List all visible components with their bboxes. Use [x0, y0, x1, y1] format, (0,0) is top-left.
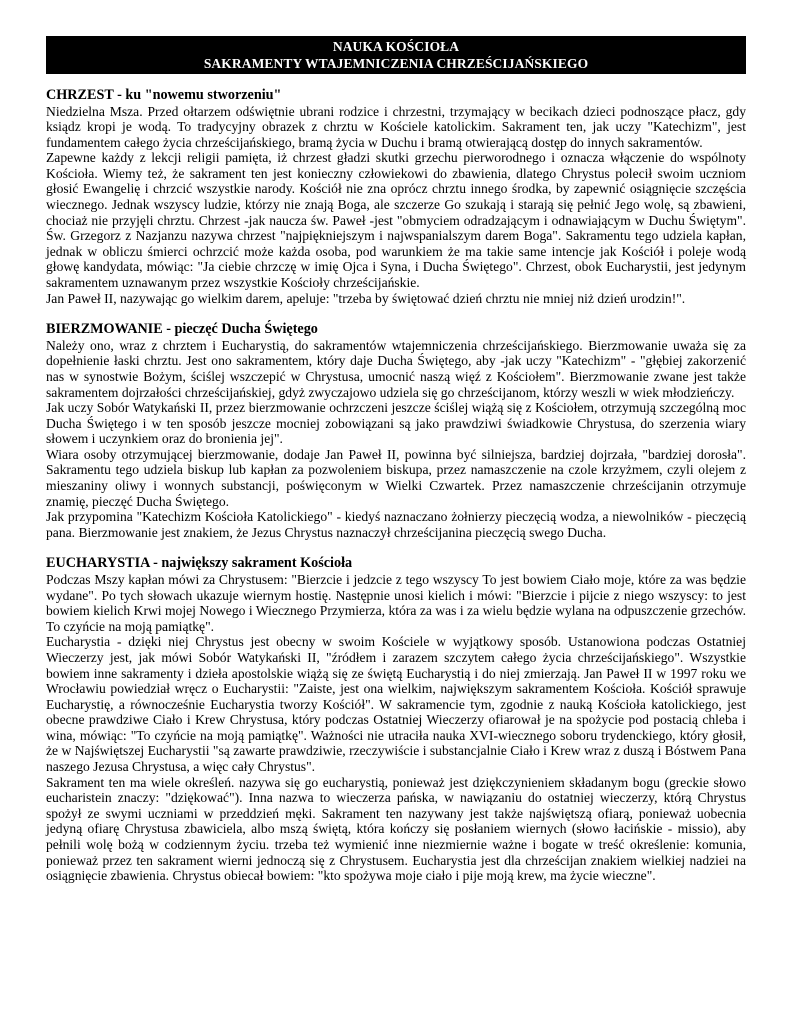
paragraph: Należy ono, wraz z chrztem i Eucharystią, do sakramentów wtajemniczenia chrześcijańskiego. Bierzmowanie uważa się za dopełnienie łaski chrztu. Jest ono sakramentem, który daje Ducha Świętego, aby -jak uczy "Katechizm" - "głębiej zakorzenić nas w synostwie Bożym, ściślej wszczepić w Chrystusa, umocnić naszą więź z Kościołem". Bierzmowanie zwane jest także sakramentem dojrzałości chrześcijańskiej, gdyż zwyczajowo udziela się go chrześcijanom, którzy weszli w wiek młodzieńczy. — [46, 337, 746, 400]
section-heading: CHRZEST - ku "nowemu stworzeniu" — [46, 87, 282, 103]
section-heading: EUCHARYSTIA - największy sakrament Kościoła — [46, 555, 353, 572]
section-chrzest — [46, 87, 746, 306]
paragraph: Jan Paweł II, nazywając go wielkim darem, apeluje: "trzeba by świętować dzień chrztu nie mniej niż dzień urodzin!". — [46, 290, 686, 306]
document-page — [46, 36, 746, 884]
header-subtitle: SAKRAMENTY WTAJEMNICZENIA CHRZEŚCIJAŃSKIEGO — [203, 56, 589, 71]
paragraph: Jak przypomina "Katechizm Kościoła Katolickiego" - kiedyś naznaczano żołnierzy pieczęcią wodza, a niewolników - pieczęcią pana. Bierzmowanie jest znakiem, że Jezus Chrystus naznaczył chrześcijanina pieczęcią swego Ducha. — [46, 509, 746, 540]
paragraph: Zapewne każdy z lekcji religii pamięta, iż chrzest gładzi skutki grzechu pierworodnego i oznacza włączenie do wspólnoty Kościoła. Wiemy też, że sakrament ten jest konieczny człowiekowi do zbawienia, dlatego Chrystus polecił swoim uczniom głosić Ewangelię i chrzcić wszystkie narody. Kościół nie zna oprócz chrztu innego środka, by zapewnić osiągnięcie szczęścia wiecznego. Jednak wszyscy ludzie, którzy nie znają Boga, ale szczerze Go szukają i starają się pełnić Jego wolę, są zbawieni, chociaż nie przyjęli chrztu. Chrzest -jak naucza św. Paweł -jest "obmyciem odradzającym i odnawiającym w Duchu Świętym". Św. Grzegorz z Nazjanzu nazywa chrzest "najpiękniejszym i najwspanialszym darem Boga". Sakramentu tego udziela kapłan, jednak w obliczu śmierci ochrzcić może każda osoba, pod warunkiem że ma takie same intencje jak Kościół i poleje wodą głowę kandydata, mówiąc: "Ja ciebie chrzczę w imię Ojca i Syna, i Ducha Świętego". Chrzest, obok Eucharystii, jest jedynym sakramentem uznawanym przez wszystkie Kościoły chrześcijańskie. — [46, 150, 746, 291]
document-header — [46, 36, 746, 74]
paragraph: Niedzielna Msza. Przed ołtarzem odświętnie ubrani rodzice i chrzestni, trzymający w becikach dzieci podnoszące płacz, gdy ksiądz kropi je wodą. To tradycyjny obrazek z chrztu w Kościele katolickim. Sakrament ten, jak uczy "Katechizm", jest fundamentem całego życia chrześcijańskiego, bramą życia w Duchu i bramą otwierającą dostęp do innych sakramentów. — [46, 103, 746, 150]
header-title: NAUKA KOŚCIOŁA — [332, 39, 460, 54]
section-eucharystia — [46, 555, 746, 883]
paragraph: Podczas Mszy kapłan mówi za Chrystusem: "Bierzcie i jedzcie z tego wszyscy To jest bowiem Ciało moje, które za was będzie wydane". Po tych słowach ukazuje wiernym hostię. Następnie unosi kielich i mówi: "Bierzcie i pijcie z niego wszyscy: to jest bowiem kielich Krwi mojej Nowego i Wiecznego Przymierza, która za was i za wielu będzie wylana na odpuszczenie grzechów. To czyńcie na moją pamiątkę". — [46, 571, 746, 634]
section-heading: BIERZMOWANIE - pieczęć Ducha Świętego — [46, 321, 318, 338]
paragraph: Wiara osoby otrzymującej bierzmowanie, dodaje Jan Paweł II, powinna być silniejsza, bardziej dojrzała, "bardziej dorosła". Sakramentu tego udziela biskup lub kapłan za pozwoleniem biskupa, przez namaszczenie na czole krzyżmem, czyli olejem z mieszaniny oliwy i wonnych substancji, poświęconym w Wielki Czwartek. Przez namaszczenie chrześcijanin otrzymuje znamię, pieczęć Ducha Świętego. — [46, 446, 746, 509]
paragraph: Eucharystia - dzięki niej Chrystus jest obecny w swoim Kościele w wyjątkowy sposób. Ustanowiona podczas Ostatniej Wieczerzy jest, jak mówi Sobór Watykański II, "źródłem i zarazem szczytem całego życia chrześcijańskiego". Wszystkie bowiem inne sakramenty i dzieła apostolskie wiążą się ze świętą Eucharystią i do niej zmierzają. Jan Paweł II w 1997 roku we Wrocławiu powiedział wręcz o Eucharystii: "Zaiste, jest ona wielkim, największym sakramentem Kościoła. Kościół sprawuje Eucharystię, a równocześnie Eucharystia tworzy Kościół". W sakramencie tym, zgodnie z nauką Kościoła katolickiego, jest obecne prawdziwe Ciało i Krew Chrystusa, który podczas Ostatniej Wieczerzy ofiarował je na spożycie pod postacią chleba i wina, mówiąc: "To czyńcie na moją pamiątkę". Ważności nie utraciła nauka XVI-wiecznego soboru trydenckiego, który głosił, że w Najświętszej Eucharystii "są zawarte prawdziwie, rzeczywiście i substancjalnie Ciało i Krew wraz z duszą i Bóstwem Pana naszego Jezusa Chrystusa, a więc cały Chrystus". — [46, 634, 746, 775]
section-bierzmowanie — [46, 321, 746, 540]
paragraph: Jak uczy Sobór Watykański II, przez bierzmowanie ochrzczeni jeszcze ściślej wiążą się z Kościołem, otrzymują szczególną moc Ducha Świętego i w ten sposób jeszcze mocniej zobowiązani są jako prawdziwi świadkowie Chrystusa, do szerzenia wiary słowem i uczynkiem oraz do bronienia jej". — [46, 400, 746, 447]
paragraph: Sakrament ten ma wiele określeń. nazywa się go eucharystią, ponieważ jest dziękczynieniem składanym bogu (greckie słowo eucharistein znaczy: "dziękować"). Inna nazwa to wieczerza pańska, w nawiązaniu do ostatniej wieczerzy, którą Chrystus spożył ze swymi uczniami w przeddzień męki. Sakrament ten nazywany jest także najświętszą ofiarą, ponieważ uobecnia jedyną ofiarę Chrystusa zbawiciela, albo mszą świętą, która kończy się posłaniem wiernych (słowo łacińskie - missio), aby pełnili wolę bożą w codziennym życiu. trzeba też wymienić inne niezmiernie ważne i bogate w treść określenie: komunia, ponieważ przez ten sakrament wierni jednoczą się z Chrystusem. Eucharystia jest dla chrześcijan znakiem wielkiej nadziei na osiągnięcie zbawienia. Chrystus obiecał bowiem: "kto spożywa moje ciało i pije moją krew, ma życie wieczne". — [46, 774, 746, 884]
